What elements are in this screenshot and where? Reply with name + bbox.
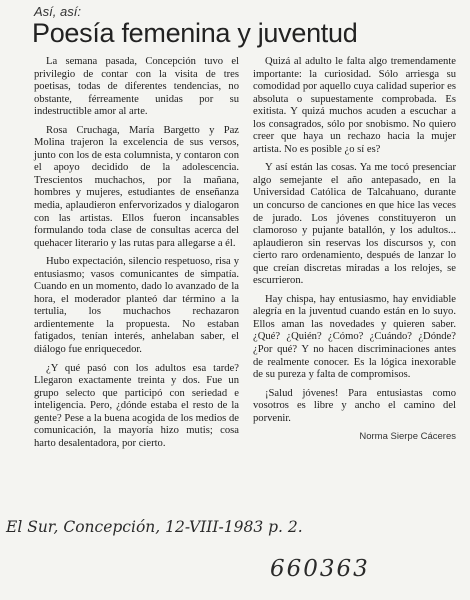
left-column xyxy=(34,56,239,456)
left-paragraph-4: ¿Y qué pasó con los adultos esa tarde? Llegaron exactamente treinta y dos. Fue un grupo selecto que participó con seriedad e inteligencia. Pero, ¿dónde estaba el resto de la gente? Pese a la buena acogida de los medios de comunicación, la mayoría hizo mutis; cosa harto desalentadora, por cierto. xyxy=(34,362,239,449)
left-paragraph-2: Rosa Cruchaga, María Bargetto y Paz Molina trajeron la excelencia de sus versos, junto con los de esta columnista, y contaron con el apoyo decidido de la adolescencia. Trescientos muchachos, por la mañana, hombres y mujeres, estudiantes de enseñanza media, aplaudieron enfervorizados y dialogaron con las artistas. Ellos fueron incansables formulando toda clase de consultas acerca del quehacer literario y las rutas para allegarse a él. xyxy=(34,124,239,249)
article-kicker: Así, así: xyxy=(34,4,81,19)
handwritten-catalog-number: 660363 xyxy=(270,556,370,582)
author-signature: Norma Sierpe Cáceres xyxy=(359,431,456,443)
right-column xyxy=(253,56,456,444)
article-headline: Poesía femenina y juventud xyxy=(32,18,358,48)
right-paragraph-3: Hay chispa, hay entusiasmo, hay envidiable alegría en la juventud cuando están en lo suyo. Ellos aman las novedades y quieren saber. ¿Qué? ¿Quién? ¿Cómo? ¿Cuándo? ¿Dónde? ¿Por qué? Y no hacen discriminaciones antes de realmente conocer. Es la lógica inexorable de su pureza y falta de compromisos. xyxy=(253,293,456,381)
handwritten-citation: El Sur, Concepción, 12-VIII-1983 p. 2. xyxy=(6,518,303,536)
left-paragraph-1: La semana pasada, Concepción tuvo el privilegio de contar con la visita de tres poetisas, todas de diferentes tendencias, no obstante, férreamente unidas por su indestructible amor al arte. xyxy=(34,56,239,118)
left-paragraph-3: Hubo expectación, silencio respetuoso, risa y entusiasmo; vasos comunicantes de simpatía. Cuando en un momento, dado lo avanzado de la hora, el moderador planteó dar término a la tertulia, los muchachos rechazaron ardientemente la propuesta. No estaban fatigados, tenían interés, anhelaban saber, el diálogo fue enriquecedor. xyxy=(34,256,239,356)
right-paragraph-2: Y así están las cosas. Ya me tocó presenciar algo semejante el año antepasado, en la Universidad Católica de Talcahuano, durante un concurso de canciones en que hice las veces de jurado. Los jóvenes constituyeron un clamoroso y pujante batallón, y los adultos... aplaudieron sin reservas los discursos y, con cierto raro ordenamiento, después de lanzar lo que creían discretas miradas a los relojes, se escurrieron. xyxy=(253,162,456,287)
right-paragraph-1: Quizá al adulto le falta algo tremendamente importante: la curiosidad. Sólo arriesga su comodidad por aquello cuya calidad superior es absoluta o supuestamente comprobada. Es exitista. Y quizá muchos acuden a escuchar a los consagrados, sólo por snobismo. No quiero creer que haya un rechazo hacia la mujer artista. No es posible ¿o sí es? xyxy=(253,56,456,155)
right-paragraph-4: ¡Salud jóvenes! Para entusiastas como vosotros es libre y ancho el camino del porvenir. xyxy=(253,387,456,424)
